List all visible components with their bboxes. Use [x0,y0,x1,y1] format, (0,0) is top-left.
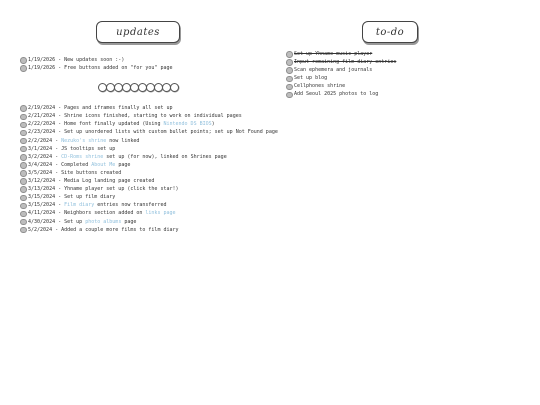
update-text: 1/19/2026 - Free buttons added on "for you" page [28,65,173,72]
todo-item [286,58,486,66]
bullet-icon [20,219,27,226]
changelog-text: 4/11/2024 - Neighbors section added on [28,210,146,217]
todo-text: Add Seoul 2025 photos to log [294,91,379,98]
bullet-icon [286,76,293,83]
changelog-text: 4/30/2024 - Set up [28,218,86,225]
changelog-list [20,104,278,234]
changelog-text: 5/2/2024 - Added a couple more films to film diary [28,226,179,233]
bullet-icon [20,57,27,64]
changelog-text: entries now transferred [94,202,167,209]
bullet-icon [20,211,27,218]
changelog-text: ) [211,121,215,128]
bullet-icon [286,84,293,91]
todo-item [286,82,486,90]
changelog-text: 2/23/2024 - Set up unordered lists with custom bullet points; set up Not Found page [28,129,278,136]
todo-item [286,74,486,82]
todo-text: Set up blog [294,75,328,82]
changelog-item [20,185,270,193]
changelog-text: 3/15/2024 - [28,202,65,209]
changelog-text: 2/22/2024 - Home font finally updated (Using [28,121,164,128]
changelog-item [20,169,270,177]
changelog-item [20,137,270,145]
changelog-link[interactable]: About Me [91,161,116,168]
bullet-icon [20,130,27,137]
changelog-item [20,112,270,120]
changelog-text: 3/4/2024 - Completed [28,161,92,168]
todo-column [286,50,486,99]
todo-item [286,50,486,58]
update-text: 1/19/2026 - New updates soon :-) [28,57,125,63]
todo-text: Scan ephemera and journals [294,67,373,74]
changelog-item [20,161,270,169]
bullet-icon [20,195,27,202]
bullet-icon [20,186,27,193]
bullet-icon [20,122,27,129]
todo-title: to-do [375,26,405,38]
updates-header [96,21,180,43]
bullet-icon [20,203,27,210]
changelog-link[interactable]: Film diary [64,202,95,209]
update-item [20,56,270,64]
changelog-item [20,201,270,209]
changelog-item [20,153,270,161]
changelog-text: page [115,161,131,168]
changelog-link[interactable]: Nezuko's shrine [61,137,107,144]
todo-item [286,90,486,98]
bullet-icon [286,51,293,58]
changelog-item [20,128,278,136]
changelog-item [20,209,270,217]
changelog-item [20,177,270,185]
changelog-item [20,218,270,226]
changelog-link[interactable]: links page [145,210,176,217]
changelog-text: now linked [106,137,140,144]
changelog-item [20,145,270,153]
todo-list [286,50,486,99]
changelog-text: 3/13/2024 - Yhname player set up (click the star!) [28,186,179,193]
changelog-item [20,120,270,128]
bullet-icon [20,227,27,234]
bullet-icon [20,114,27,121]
bullet-icon [20,138,27,145]
bullet-icon [286,92,293,99]
changelog-item [20,193,270,201]
recent-updates-list [20,56,270,72]
changelog-text: 3/5/2024 - Site buttons created [28,169,122,176]
bullet-icon [20,178,27,185]
bullet-icon [20,65,27,72]
bullet-icon [20,162,27,169]
todo-text-done: Set up Yhname music player [294,51,373,57]
bullet-icon [20,105,27,112]
updates-title: updates [116,26,160,38]
changelog-text: 2/19/2024 - Pages and iframes finally all set up [28,105,173,112]
todo-text-done: Input remaining film diary entries [294,59,397,66]
changelog-text: 3/1/2024 - JS tooltips set up [28,145,116,152]
bullet-icon [20,170,27,177]
bullet-icon [20,146,27,153]
changelog-text: 3/2/2024 - [28,153,62,160]
changelog-text: set up (for now), linked on Shrines page [103,153,227,160]
updates-column [20,56,278,234]
changelog-text: 3/12/2024 - Media Log landing page created [28,178,155,185]
bullet-icon [286,59,293,66]
changelog-item [20,104,270,112]
scallop-shape [170,83,179,92]
todo-text: Cellphones shrine [294,83,346,90]
changelog-link[interactable]: CD-Roms shrine [61,153,104,160]
bullet-icon [20,154,27,161]
changelog-text: 2/2/2024 - [28,137,62,144]
changelog-text: 3/15/2024 - Set up film diary [28,194,116,201]
todo-item [286,66,486,74]
changelog-link[interactable]: Nintendo DS BIOS [163,121,212,128]
changelog-link[interactable]: photo albums [85,218,122,225]
update-item [20,64,270,72]
changelog-text: 2/21/2024 - Shrine icons finished, starting to work on individual pages [28,113,242,120]
changelog-text: page [121,218,137,225]
bullet-icon [286,67,293,74]
changelog-item [20,226,270,234]
todo-header [362,21,418,43]
scalloped-divider [98,83,270,96]
